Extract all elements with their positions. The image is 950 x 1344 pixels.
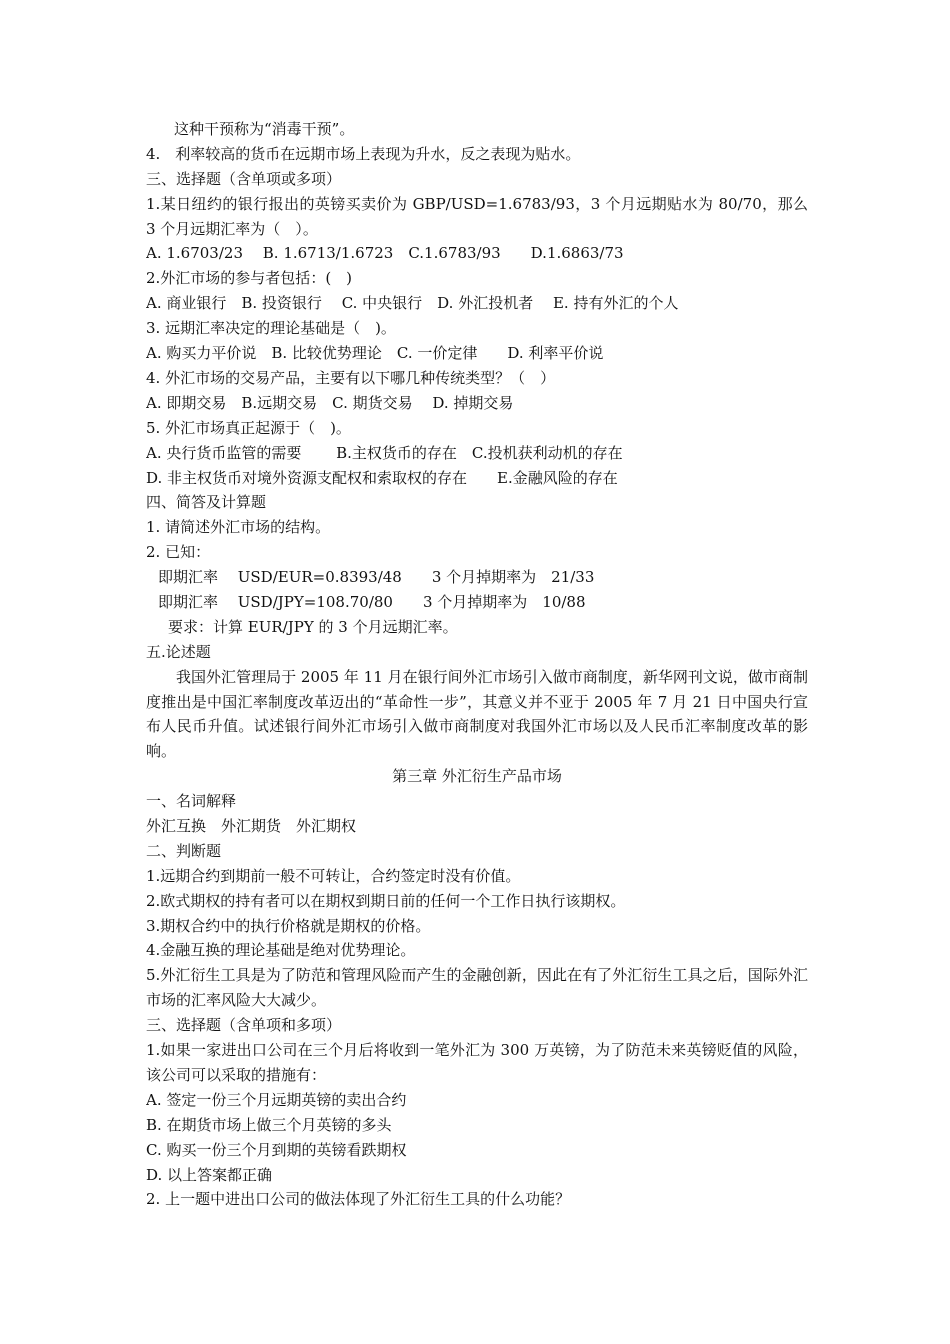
question: 3. 远期汇率决定的理论基础是（ )。 — [146, 319, 396, 338]
statement: 3.期权合约中的执行价格就是期权的价格。 — [146, 916, 431, 935]
requirement-line: 要求：计算 EUR/JPY 的 3 个月远期汇率。 — [168, 617, 458, 636]
question: 2. 已知： — [146, 543, 211, 562]
question: 1.某日纽约的银行报出的英镑买卖价为 GBP/USD=1.6783/93，3 个月远期贴水为 80/70，那么 3 个月远期汇率为（ ）。 — [146, 194, 808, 238]
question: 1.如果一家进出口公司在三个月后将收到一笔外汇为 300 万英镑，为了防范未来英镑贬值的风险，该公司可以采取的措施有： — [146, 1041, 808, 1084]
answer-options: A. 1.6703/23 B. 1.6713/1.6723 C.1.6783/93 D.1.6863/73 — [146, 244, 624, 263]
section-heading: 三、选择题（含单项和多项） — [146, 1016, 342, 1035]
question: 2.外汇市场的参与者包括：( ) — [146, 269, 353, 288]
answer-option: A. 签定一份三个月远期英镑的卖出合约 — [146, 1090, 407, 1109]
terms-line: 外汇互换 外汇期货 外汇期权 — [146, 817, 357, 836]
question: 1. 请简述外汇市场的结构。 — [146, 518, 331, 537]
answer-option: D. 以上答案都正确 — [146, 1165, 273, 1184]
statement: 4.金融互换的理论基础是绝对优势理论。 — [146, 941, 416, 960]
answer-option: B. 在期货市场上做三个月英镑的多头 — [146, 1115, 392, 1134]
essay-paragraph: 我国外汇管理局于 2005 年 11 月在银行间外汇市场引入做市商制度，新华网刊文说，做市商制度推出是中国汇率制度改革迈出的“革命性一步”，其意义并不亚于 2005 年 7 月 21 日中国央行宣布人民币升值。试述银行间外汇市场引入做市商制度对我国外汇市场以及人民币汇率制度改革的影响。 — [146, 667, 808, 761]
section-heading: 五.论述题 — [146, 642, 211, 661]
answer-options: A. 央行货币监管的需要 B.主权货币的存在 C.投机获利动机的存在 — [146, 443, 623, 462]
answer-option: C. 购买一份三个月到期的英镑看跌期权 — [146, 1140, 407, 1159]
section-heading: 四、简答及计算题 — [146, 493, 267, 512]
answer-options: A. 购买力平价说 B. 比较优势理论 C. 一价定律 D. 利率平价说 — [146, 344, 604, 363]
answer-options: A. 商业银行 B. 投资银行 C. 中央银行 D. 外汇投机者 E. 持有外汇的个人 — [146, 294, 679, 313]
answer-options: A. 即期交易 B.远期交易 C. 期货交易 D. 掉期交易 — [146, 393, 514, 412]
question: 4. 外汇市场的交易产品，主要有以下哪几种传统类型？（ ） — [146, 368, 556, 387]
given-data-line: 即期汇率 USD/EUR=0.8393/48 3 个月掉期率为 21/33 — [158, 568, 595, 587]
section-heading: 一、名词解释 — [146, 792, 237, 811]
chapter-title: 第三章 外汇衍生产品市场 — [392, 767, 562, 786]
section-heading: 三、选择题（含单项或多项） — [146, 169, 342, 188]
statement: 5.外汇衍生工具是为了防范和管理风险而产生的金融创新，因此在有了外汇衍生工具之后，国际外汇市场的汇率风险大大减少。 — [146, 966, 808, 1010]
question: 2. 上一题中进出口公司的做法体现了外汇衍生工具的什么功能？ — [146, 1190, 571, 1209]
statement: 1.远期合约到期前一般不可转让，合约签定时没有价值。 — [146, 866, 521, 885]
question: 5. 外汇市场真正起源于（ )。 — [146, 418, 351, 437]
section-heading: 二、判断题 — [146, 841, 222, 860]
statement: 2.欧式期权的持有者可以在期权到期日前的任何一个工作日执行该期权。 — [146, 891, 626, 910]
text-line: 4. 利率较高的货币在远期市场上表现为升水，反之表现为贴水。 — [146, 144, 581, 163]
answer-options: D. 非主权货币对境外资源支配权和索取权的存在 E.金融风险的存在 — [146, 468, 618, 487]
given-data-line: 即期汇率 USD/JPY=108.70/80 3 个月掉期率为 10/88 — [158, 592, 586, 611]
text-line: 这种干预称为“消毒干预”。 — [174, 120, 355, 138]
